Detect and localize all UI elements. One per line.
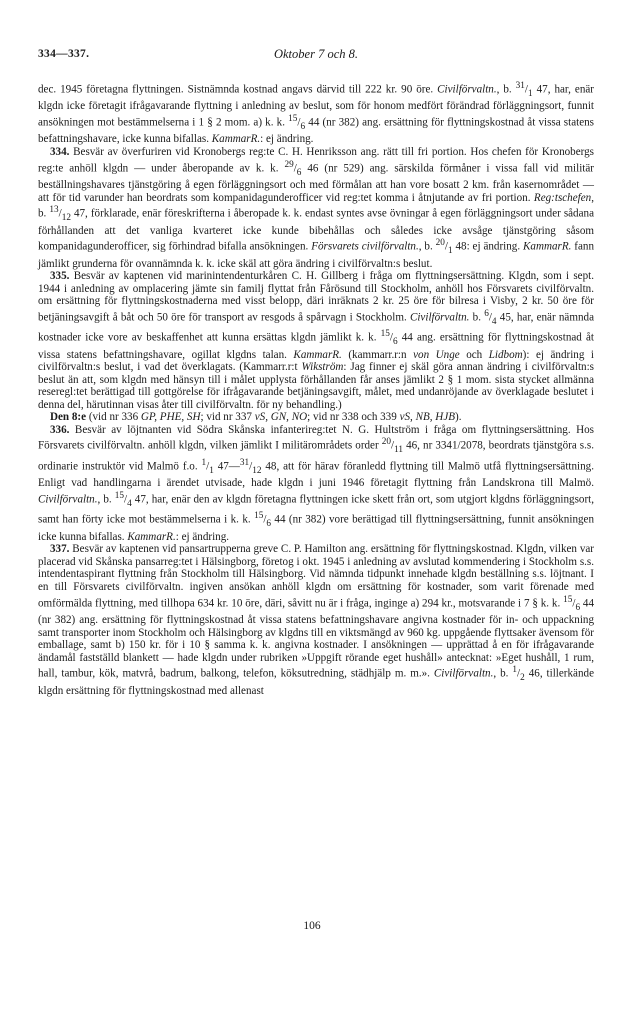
- paragraph-337: 337. Besvär av kaptenen vid pansartrupperna greve C. P. Hamilton ang. ersättning för flyttningskostnad. Klgdn, vilken var placerad vid Skånska pansarreg:tet i Hälsingborg, företog i okt. 1945 i anledning av avslutad kommendering i Stockholm s.s. intendentaspirant flyttning från Stockholm till Hälsingborg. Vid nämnda tidpunkt innehade klgdn beställning s.s. löjtnant. I en till Försvarets civilförvaltn. ingiven ansökan anhöll klgdn om ersättning för kostnader, som varit förenade med omförmälda flyttning, med tillhopa 634 kr. 10 öre, däri, såvitt nu är i fråga, inginge a) 294 kr., motsvarande i 7 § k. k. $^{15}/_6$ 44 (nr 382) ang. ersättning för flyttningskostnad åt vissa statens befattningshavare angivna kostnader för in- och uppackning samt transporter inom Stockholm och Hälsingborg av klgdns till en viktsmängd av 960 kg. uppgående flyttsaker ävensom för emballage, samt b) 150 kr. för i 10 § samma k. k. angivna kostnader. I ansökningen — upprättad å en för ifrågavarande ändamål fastställd blankett — hade klgdn under rubriken »Uppgift rörande eget hushåll» antecknat: »Eget hushåll, 1 rum, hall, tambur, kök, matvrå, badrum, balkong, telefon, köksutredning, städhjälp m. m.». Civilförvaltn., b. $^1/_2$ 46, tillerkände klgdn ersättning för flyttningskostnad med allenast: [38, 543, 594, 697]
- paragraph-session-date: Den 8:e (vid nr 336 GP, PHE, SH; vid nr 337 vS, GN, NO; vid nr 338 och 339 vS, NB, HJB).: [50, 411, 462, 424]
- page-range-label: 334—337.: [38, 48, 90, 60]
- paragraph-335: 335. Besvär av kaptenen vid marinintendenturkåren C. H. Gillberg i fråga om flyttningsersättning. Klgdn, som i sept. 1944 i anledning av omplacering jämte sin familj flyttat från Fårösund till Stockholm, anhöll hos Försvarets civilförvaltn. om ersättning för flyttningskostnaderna med visst belopp, däri inräknats 2 kr. 25 öre för bilresa i Visby, 2 kr. 50 öre för betjäningsavgift å båt och 50 öre för transport av resgods å spårvagn i Stockholm. Civilförvaltn. b. $^6/_4$ 45, har, enär nämnda kostnader icke vore av beskaffenhet att kunna ersättas klgdn jämlikt k. k. $^{15}/_6$ 44 ang. ersättning för flyttningskostnad åt vissa statens befattningshavare, ogillat klgdns talan. KammarR. (kammarr.r:n von Unge och Lidbom): ej ändring i civilförvaltn:s beslut, i vad det överklagats. (Kammarr.r:t Wikström: Jag finner ej skäl göra annan ändring i civilförvaltn:s beslut än att, som klgdn med hänsyn till i målet upplysta förhållanden får anses jämlikt 2 § 1 mom. sista stycket allmänna reseregl:tet berättigad till gottgörelse för ifrågavarande betjäningsavgift, målet, med undanröjande av överklagade beslutet i denna del, härutinnan visas åter till civilförvaltn. för ny behandling.): [38, 270, 595, 411]
- page-number: 106: [303, 920, 321, 932]
- running-head: [38, 48, 594, 66]
- running-head-date: Oktober 7 och 8.: [273, 47, 358, 61]
- body-text: [38, 80, 594, 697]
- paragraph-336: 336. Besvär av löjtnanten vid Södra Skånska infanterireg:tet N. G. Hultström i fråga om flyttningsersättning. Hos Försvarets civilförvaltn. anhöll klgdn, vilken jämlikt I militärområdets order $^{20}/_{11}$ 46, nr 3341/2078, beordrats tjänstgöra s.s. ordinarie instruktör vid Malmö f.o. $^1/_1$ $47—^{31}/_{12}$ 48, att för härav föranledd flyttning till Malmö utfå flyttningsersättning. Enligt vad handlingarna i ärendet utvisade, hade klgdn i juni 1946 företagit flyttning från Landskrona till Malmö. Civilförvaltn., b. $^{15}/_4$ 47, har, enär den av klgdn företagna flyttningen icke skett från ort, som utgjort klgdns förläggningsort, samt han förty icke mot bestämmelserna i k. k. $^{15}/_6$ 44 (nr 382) vore berättigad till flyttningsersättning, funnit ansökningen icke kunna bifallas. KammarR.: ej ändring.: [38, 423, 595, 543]
- paragraph-334: 334. Besvär av överfuriren vid Kronobergs reg:te C. H. Henriksson ang. rätt till fri portion. Hos chefen för Kronobergs reg:te anhöll klgdn — under åberopande av k. k. $^{29}/_6$ 46 (nr 529) ang. särskilda förmåner i vissa fall vid militär beställningshavares tjänstgöring å egen förläggningsort och med förmålan att han vore bosatt 2 km. från kasernområdet — att för tid varunder han beordrats som kompanidagunderofficer vid reg:tet komma i åtnjutande av fri portion. Reg:tschefen, b. $^{13}/_{12}$ 47, förklarade, enär föreskrifterna i åberopade k. k. endast syntes avse övningar å egen förläggningsort under sådana förhållanden att det vanliga kvarteret icke kunde bibehållas och således icke avsåge tjänstgöring såsom kompanidagunderofficer, sig förhindrad bifalla ansökningen. Försvarets civilförvaltn., b. $^{20}/_1$ 48: ej ändring. KammarR. fann jämlikt grunderna för ovannämnda k. k. icke skäl att göra ändring i civilförvaltn:s beslut.: [38, 146, 595, 270]
- paragraph-continuation: dec. 1945 företagna flyttningen. Sistnämnda kostnad angavs därvid till 222 kr. 90 öre. Civilförvaltn., b. $^{31}/_1$ 47, har, enär klgdn icke företagit ifrågavarande flyttning i anledning av beslut, som för honom medfört förändrad förläggningsort, funnit ansökningen mot bestämmelserna i 1 § 2 mom. a) k. k. $^{15}/_6$ 44 (nr 382) ang. ersättning för flyttningskostnad åt vissa statens befattningshavare, icke kunna bifallas. KammarR.: ej ändring.: [38, 81, 595, 146]
